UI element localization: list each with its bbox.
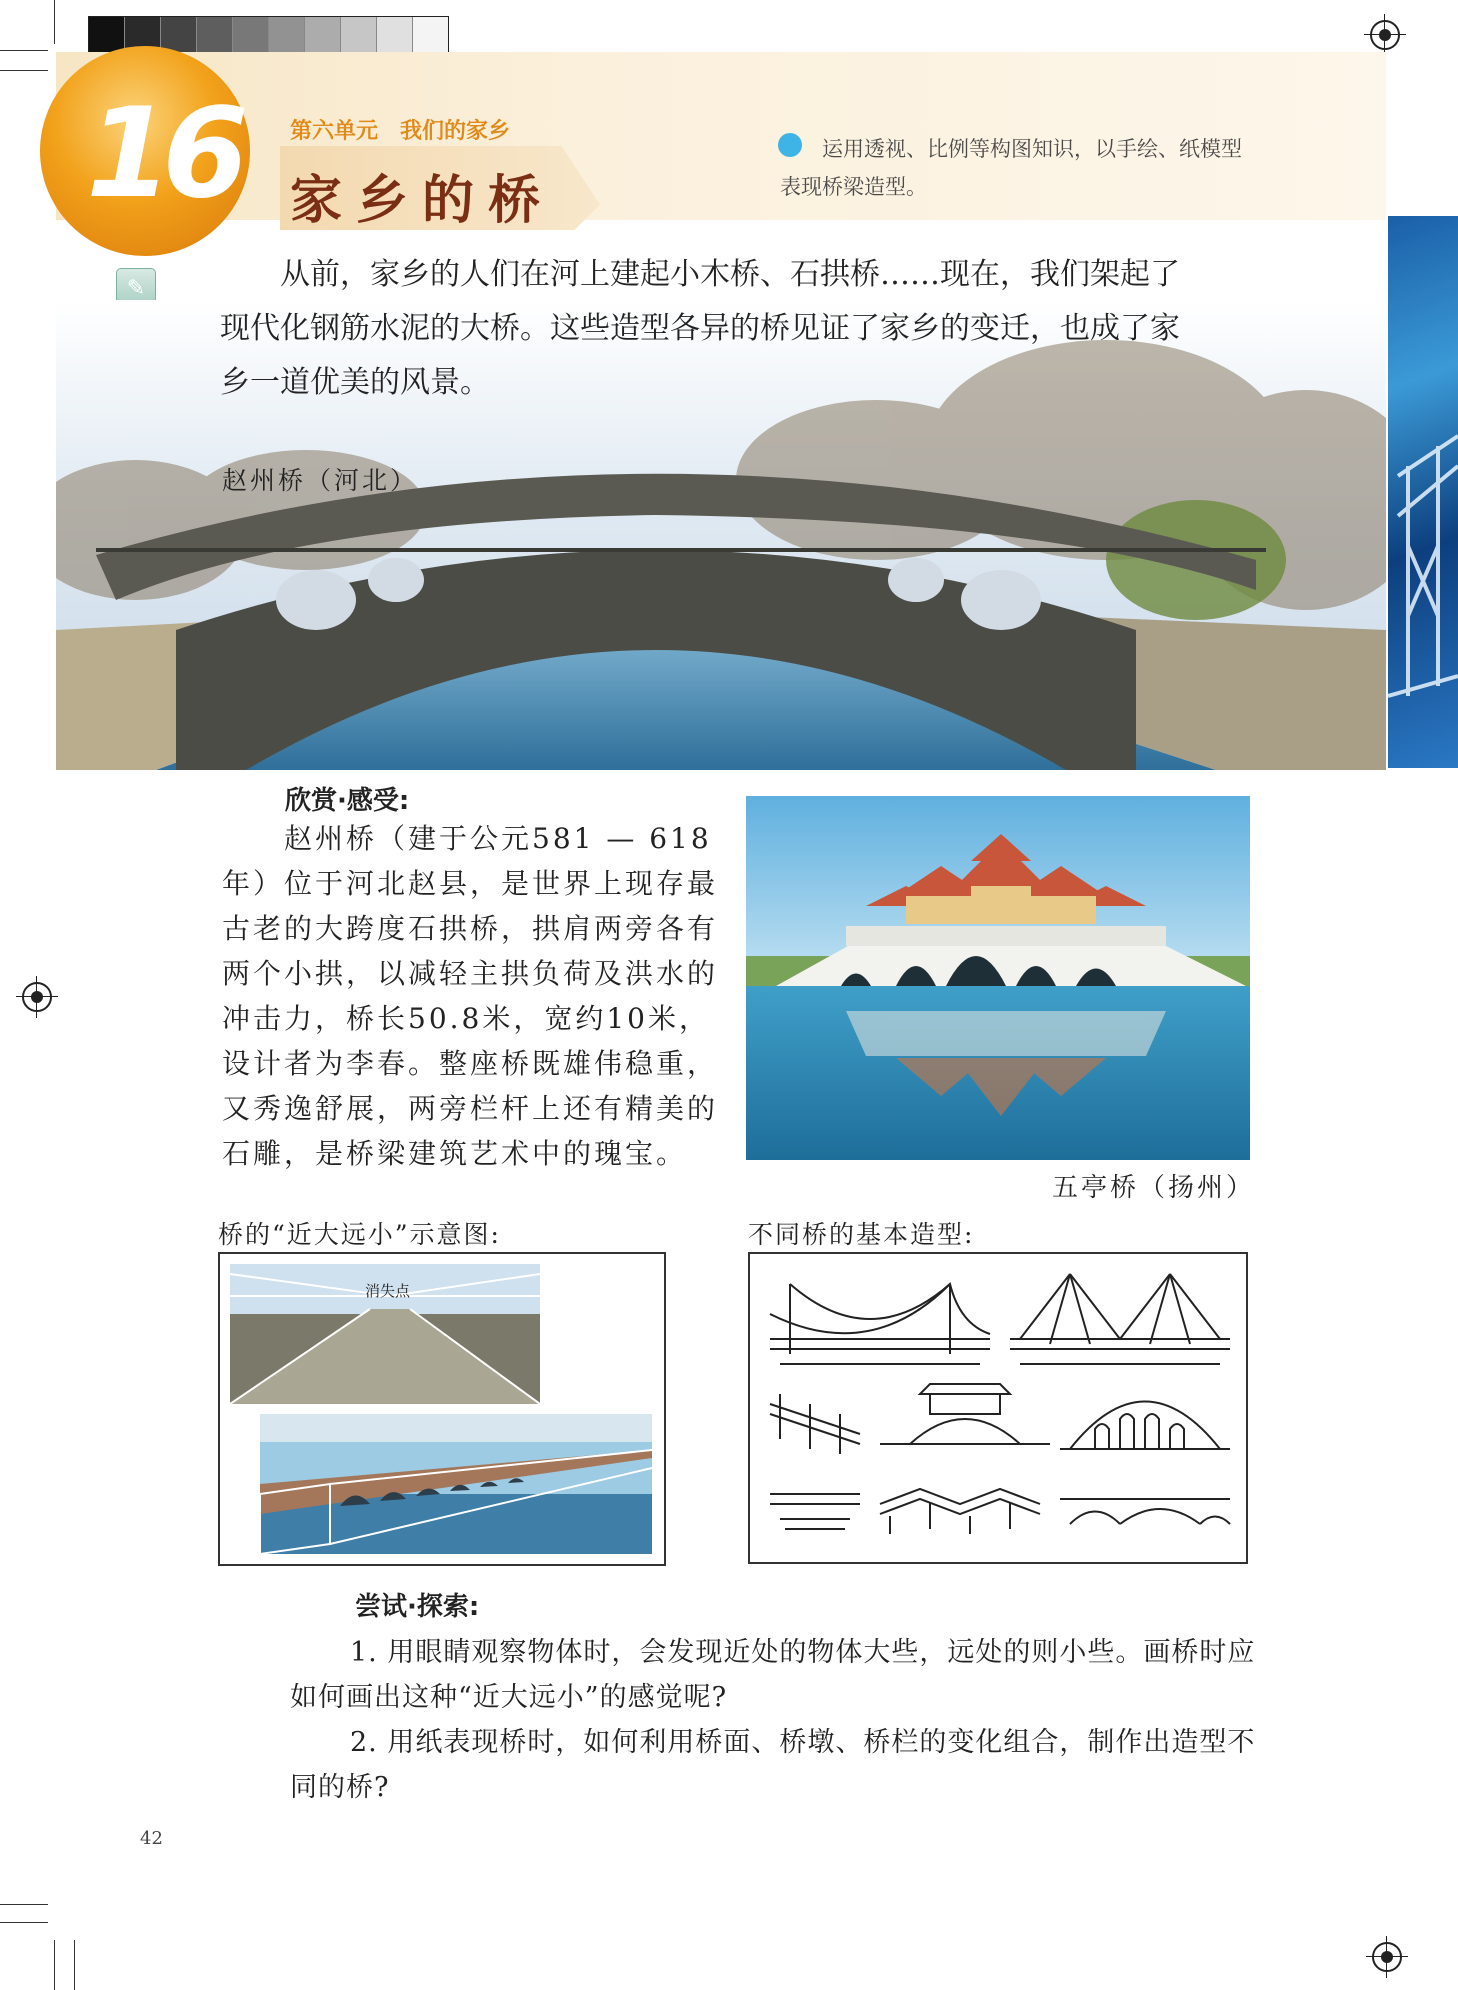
crop-mark (0, 70, 48, 71)
try-questions (290, 1630, 1260, 1810)
intro-text: 从前，家乡的人们在河上建起小木桥、石拱桥……现在，我们架起了现代化钢筋水泥的大桥。这些造型各异的桥见证了家乡的变迁，也成了家乡一道优美的风景。 (220, 257, 1180, 400)
learning-goal: 运用透视、比例等构图知识，以手绘、纸模型表现桥梁造型。 (780, 137, 1242, 199)
perspective-diagram (218, 1252, 666, 1566)
page-number: 42 (140, 1828, 163, 1849)
registration-mark (22, 982, 52, 1012)
lesson-number: 16 (86, 82, 239, 226)
appreciate-paragraph (222, 816, 722, 1176)
intro-paragraph (220, 248, 1180, 410)
crop-mark (74, 1940, 75, 1990)
crop-mark (0, 1904, 48, 1905)
wuting-bridge-photo (746, 796, 1250, 1160)
zhaozhou-caption: 赵州桥（河北） (222, 466, 419, 495)
crop-mark (0, 1922, 48, 1923)
try-question-2: 2. 用纸表现桥时，如何利用桥面、桥墩、桥栏的变化组合，制作出造型不同的桥? (290, 1727, 1256, 1803)
crop-mark (0, 50, 48, 51)
crop-mark (54, 1940, 55, 1990)
appreciate-heading: 欣赏·感受: (285, 786, 410, 816)
cropped-bridge-photo-edge (1388, 216, 1458, 768)
page-title: 家乡的桥 (290, 171, 555, 231)
crop-mark (54, 0, 55, 44)
bridge-forms-diagram (748, 1252, 1248, 1564)
bridge-forms-label: 不同桥的基本造型: (748, 1220, 975, 1249)
registration-mark (1370, 20, 1400, 50)
unit-label: 第六单元 我们的家乡 (290, 119, 511, 144)
vanishing-point-label: 消失点 (365, 1282, 411, 1300)
pencil-icon: ✎ (116, 268, 156, 308)
wuting-caption: 五亭桥（扬州） (1052, 1173, 1256, 1203)
appreciate-text: 赵州桥（建于公元581 — 618年）位于河北赵县，是世界上现存最古老的大跨度石拱桥，拱肩两旁各有两个小拱，以减轻主拱负荷及洪水的冲击力，桥长50.8米，宽约10米，设计者为李春。整座桥既雄伟稳重，又秀逸舒展，两旁栏杆上还有精美的石雕，是桥梁建筑艺术中的瑰宝。 (222, 822, 719, 1170)
try-question-1: 1. 用眼睛观察物体时，会发现近处的物体大些，远处的则小些。画桥时应如何画出这种“近大远小”的感觉呢? (290, 1637, 1256, 1713)
try-heading: 尝试·探索: (355, 1592, 480, 1622)
perspective-label: 桥的“近大远小”示意图: (218, 1220, 501, 1249)
registration-mark (1372, 1942, 1402, 1972)
